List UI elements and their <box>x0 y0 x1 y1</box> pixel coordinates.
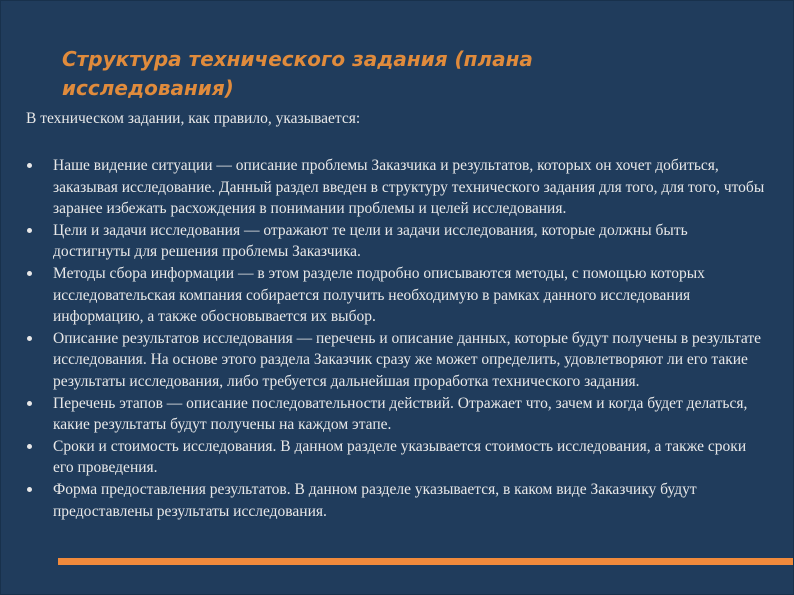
bullet-dot-icon <box>27 163 32 168</box>
bullet-item <box>53 436 769 479</box>
bullet-text: Наше видение ситуации — описание проблемы Заказчика и результатов, которых он хочет добиться, заказывая исследование. Данный раздел введен в структуру технического задания для того, для того, чтобы заранее избежать расхождения в понимании проблемы и целей исследования. <box>53 157 765 218</box>
bullet-item <box>53 263 769 328</box>
bullet-item <box>53 328 769 393</box>
bullet-dot-icon <box>27 444 32 449</box>
intro-text: В техническом задании, как правило, указывается: <box>26 110 361 127</box>
slide-title: Структура технического задания (плана исследования) <box>62 47 533 100</box>
bullet-text: Сроки и стоимость исследования. В данном разделе указывается стоимость исследования, а также сроки его проведения. <box>53 437 747 477</box>
bullet-dot-icon <box>27 271 32 276</box>
bullet-dot-icon <box>27 487 32 492</box>
bullet-list <box>53 155 769 522</box>
bullet-text: Описание результатов исследования — перечень и описание данных, которые будут получены в результате исследования. На основе этого раздела Заказчик сразу же может определить, удовлетворяют ли его такие результаты исследования, либо требуется дальнейшая проработка технического задания. <box>53 329 762 390</box>
bullet-item <box>53 155 769 220</box>
bullet-text: Перечень этапов — описание последовательности действий. Отражает что, зачем и когда будет делаться, какие результаты будут получены на каждом этапе. <box>53 394 748 434</box>
bullet-item <box>53 393 769 436</box>
bullet-item <box>53 479 769 522</box>
bullet-text: Методы сбора информации — в этом разделе подробно описываются методы, с помощью которых исследовательская компания собирается получить необходимую в рамках данного исследования информацию, а также обосновывается их выбор. <box>53 264 705 326</box>
bullet-text: Форма предоставления результатов. В данном разделе указывается, в каком виде Заказчику будут предоставлены результаты исследования. <box>53 480 697 520</box>
accent-bar <box>58 558 794 565</box>
bullet-dot-icon <box>27 228 32 233</box>
bullet-dot-icon <box>27 401 32 406</box>
bullet-text: Цели и задачи исследования — отражают те цели и задачи исследования, которые должны быть достигнуты для решения проблемы Заказчика. <box>53 221 688 261</box>
bullet-item <box>53 220 769 263</box>
bullet-dot-icon <box>27 336 32 341</box>
